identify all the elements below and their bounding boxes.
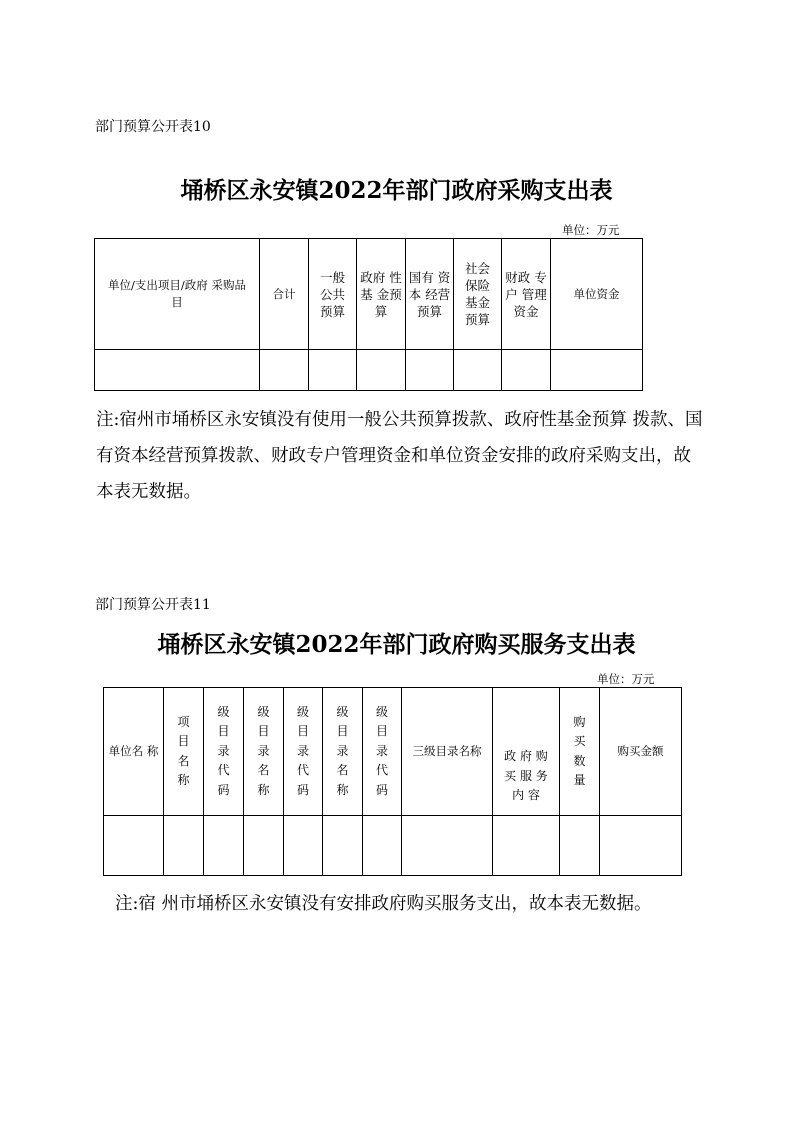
table-cell <box>164 816 204 876</box>
page-title: 埇桥区永安镇2022年部门政府采购支出表 <box>180 177 613 204</box>
table-cell <box>493 816 560 876</box>
header-level1-name: 级目录名称 <box>244 688 284 816</box>
table-cell <box>357 350 406 391</box>
header-general-budget: 一般公共预算 <box>309 239 357 350</box>
table-cell <box>104 816 164 876</box>
table-cell <box>323 816 363 876</box>
header-amount: 购买金额 <box>600 688 682 816</box>
service-purchase-table <box>103 687 682 876</box>
table-number-label: 部门预算公开表11 <box>95 597 211 613</box>
header-unit-funds: 单位资金 <box>551 239 643 350</box>
table-cell <box>244 816 284 876</box>
table-number-label: 部门预算公开表10 <box>95 119 211 135</box>
header-social-insurance-budget: 社会保险基金预算 <box>454 239 502 350</box>
header-project-name: 项目名称 <box>164 688 204 816</box>
page-title: 埇桥区永安镇2022年部门政府购买服务支出表 <box>157 631 636 658</box>
table-cell <box>260 350 309 391</box>
header-level1-code: 级目录代码 <box>204 688 244 816</box>
table-row <box>104 816 682 876</box>
note-paragraph: 注:宿 州市埇桥区永安镇没有安排政府购买服务支出，故本表无数据。 <box>115 894 652 914</box>
table-cell <box>309 350 357 391</box>
table-cell <box>284 816 323 876</box>
header-level2-code: 级目录代码 <box>284 688 323 816</box>
header-quantity: 购买数量 <box>560 688 600 816</box>
header-gov-fund-budget: 政府 性基 金预算 <box>357 239 406 350</box>
table-cell <box>454 350 502 391</box>
note-paragraph: 注:宿州市埇桥区永安镇没有使用一般公共预算拨款、政府性基金预算 拨款、国有资本经营预算拨款、财政专户管理资金和单位资金安排的政府采购支出，故本表无数据。 <box>96 410 703 502</box>
header-level2-name: 级目录名称 <box>323 688 363 816</box>
table-cell <box>204 816 244 876</box>
table-row <box>95 350 643 391</box>
table-cell <box>95 350 260 391</box>
header-unit-name: 单位名 称 <box>104 688 164 816</box>
header-total: 合计 <box>260 239 309 350</box>
table-cell <box>502 350 551 391</box>
table-cell <box>560 816 600 876</box>
unit-label: 单位：万元 <box>597 672 655 686</box>
procurement-expenditure-table <box>94 238 643 391</box>
table-cell <box>551 350 643 391</box>
unit-label: 单位：万元 <box>562 223 620 237</box>
table-cell <box>363 816 402 876</box>
table-cell <box>402 816 493 876</box>
header-unit-item: 单位/支出项目/政府 采购品目 <box>95 239 260 350</box>
table-cell <box>600 816 682 876</box>
table-cell <box>406 350 454 391</box>
header-special-account-funds: 财政 专户 管理资金 <box>502 239 551 350</box>
header-level3-code: 级目录代码 <box>363 688 402 816</box>
header-service-content: 政 府 购 买 服 务 内 容 <box>493 688 560 816</box>
header-state-capital-budget: 国有 资本 经营预算 <box>406 239 454 350</box>
header-level3-name: 三级目录名称 <box>402 688 493 816</box>
